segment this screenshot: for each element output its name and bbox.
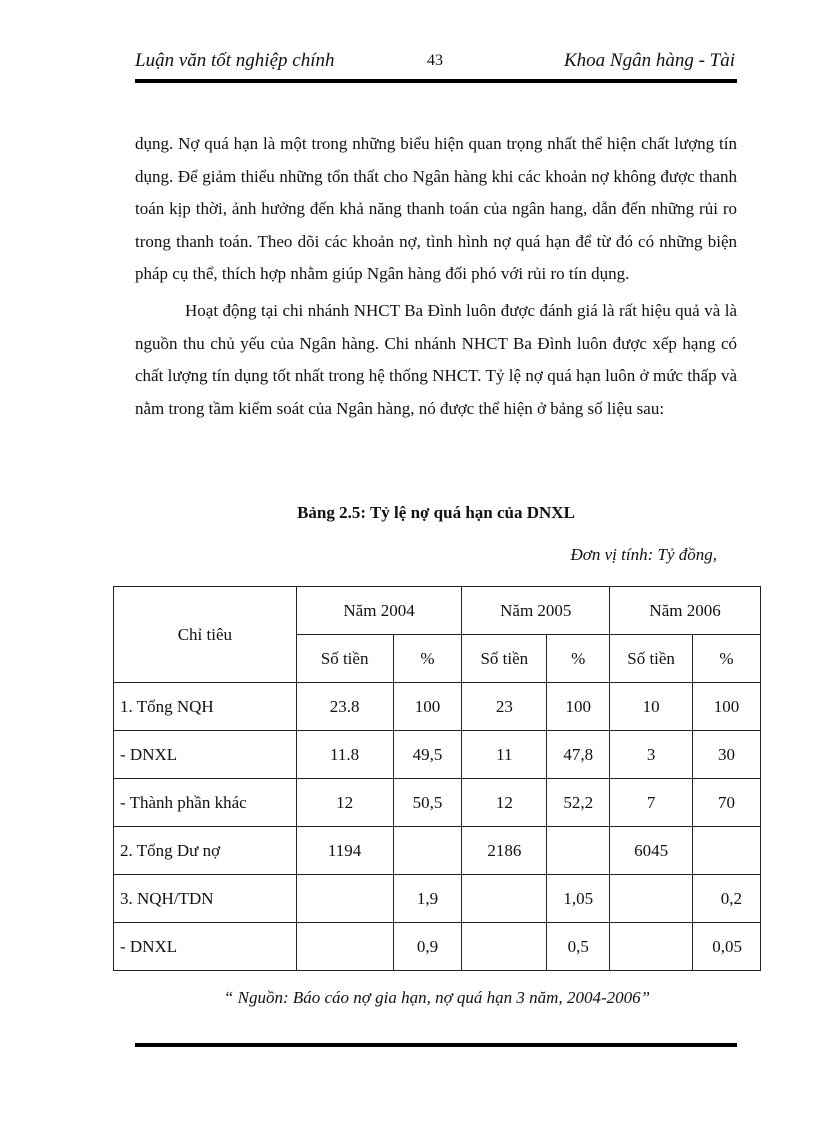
- table-cell: 30: [693, 731, 761, 779]
- year-header: Năm 2004: [296, 587, 462, 635]
- table-row: [114, 875, 761, 923]
- table-cell: [693, 827, 761, 875]
- table-cell: 1194: [296, 827, 393, 875]
- row-label: - DNXL: [114, 923, 297, 971]
- year-header: Năm 2005: [462, 587, 610, 635]
- table-caption: Bảng 2.5: Tỷ lệ nợ quá hạn của DNXL: [297, 503, 575, 522]
- table-cell: [296, 923, 393, 971]
- subheader: Số tiền: [462, 635, 547, 683]
- row-label: 2. Tổng Dư nợ: [114, 827, 297, 875]
- table-cell: 50,5: [393, 779, 462, 827]
- table-cell: 47,8: [547, 731, 610, 779]
- table-cell: [462, 875, 547, 923]
- header-thesis-title: Luận văn tốt nghiệp chính: [135, 50, 335, 71]
- table-cell: [610, 875, 693, 923]
- table-cell: 7: [610, 779, 693, 827]
- table-cell: 11: [462, 731, 547, 779]
- table-unit: Đơn vị tính: Tỷ đồng,: [570, 545, 717, 564]
- table-cell: 1,9: [393, 875, 462, 923]
- table-cell: 0,2: [693, 875, 761, 923]
- table-cell: 70: [693, 779, 761, 827]
- table-row: [114, 827, 761, 875]
- column-header: Chỉ tiêu: [114, 587, 297, 683]
- table-row: [114, 923, 761, 971]
- table-cell: 0,05: [693, 923, 761, 971]
- table-cell: 49,5: [393, 731, 462, 779]
- subheader: %: [547, 635, 610, 683]
- table-cell: 100: [693, 683, 761, 731]
- paragraph: Hoạt động tại chi nhánh NHCT Ba Đình luôn được đánh giá là rất hiệu quả và là nguồn thu chủ yếu của Ngân hàng. Chi nhánh NHCT Ba Đình luôn được xếp hạng có chất lượng tín dụng tốt nhất trong hệ thống NHCT. Tỷ lệ nợ quá hạn luôn ở mức thấp và nằm trong tầm kiểm soát của Ngân hàng, nó được thể hiện ở bảng số liệu sau:: [135, 300, 737, 418]
- row-label: - DNXL: [114, 731, 297, 779]
- table-cell: 12: [462, 779, 547, 827]
- table-cell: 11.8: [296, 731, 393, 779]
- subheader: %: [693, 635, 761, 683]
- table-row: [114, 779, 761, 827]
- page-header: [135, 50, 735, 90]
- table-cell: 23: [462, 683, 547, 731]
- table-cell: 1,05: [547, 875, 610, 923]
- table-source: “ Nguồn: Báo cáo nợ gia hạn, nợ quá hạn 3 năm, 2004-2006”: [223, 988, 651, 1007]
- table-row: [114, 683, 761, 731]
- page-number: 43: [427, 52, 443, 69]
- table-cell: 0,9: [393, 923, 462, 971]
- table-cell: [393, 827, 462, 875]
- footer-rule: [135, 1043, 737, 1047]
- table-cell: 6045: [610, 827, 693, 875]
- header-rule: [135, 79, 737, 83]
- table-header-row: [114, 587, 761, 635]
- table-cell: 2186: [462, 827, 547, 875]
- subheader: Số tiền: [296, 635, 393, 683]
- subheader: %: [393, 635, 462, 683]
- table-row: [114, 731, 761, 779]
- paragraph: dụng. Nợ quá hạn là một trong những biểu hiện quan trọng nhất thể hiện chất lượng tín dụng. Để giảm thiểu những tổn thất cho Ngân hàng khi các khoản nợ không được thanh toán kịp thời, ảnh hưởng đến khả năng thanh toán của ngân hang, dẫn đến những rủi ro trong thanh toán. Theo dõi các khoản nợ, tình hình nợ quá hạn để từ đó có những biện pháp cụ thể, thích hợp nhằm giúp Ngân hàng đối phó với rủi ro tín dụng.: [135, 134, 737, 284]
- table-cell: [547, 827, 610, 875]
- data-table: [113, 586, 761, 971]
- table-cell: 52,2: [547, 779, 610, 827]
- table-cell: 100: [547, 683, 610, 731]
- table-cell: [462, 923, 547, 971]
- table-cell: 12: [296, 779, 393, 827]
- row-label: - Thành phần khác: [114, 779, 297, 827]
- table-cell: 23.8: [296, 683, 393, 731]
- row-label: 1. Tổng NQH: [114, 683, 297, 731]
- header-faculty: Khoa Ngân hàng - Tài: [563, 50, 735, 71]
- row-label: 3. NQH/TDN: [114, 875, 297, 923]
- year-header: Năm 2006: [610, 587, 761, 635]
- table-cell: [296, 875, 393, 923]
- table-cell: 100: [393, 683, 462, 731]
- table-cell: [610, 923, 693, 971]
- subheader: Số tiền: [610, 635, 693, 683]
- body-text: [135, 128, 737, 425]
- table-cell: 3: [610, 731, 693, 779]
- table-cell: 10: [610, 683, 693, 731]
- table-cell: 0,5: [547, 923, 610, 971]
